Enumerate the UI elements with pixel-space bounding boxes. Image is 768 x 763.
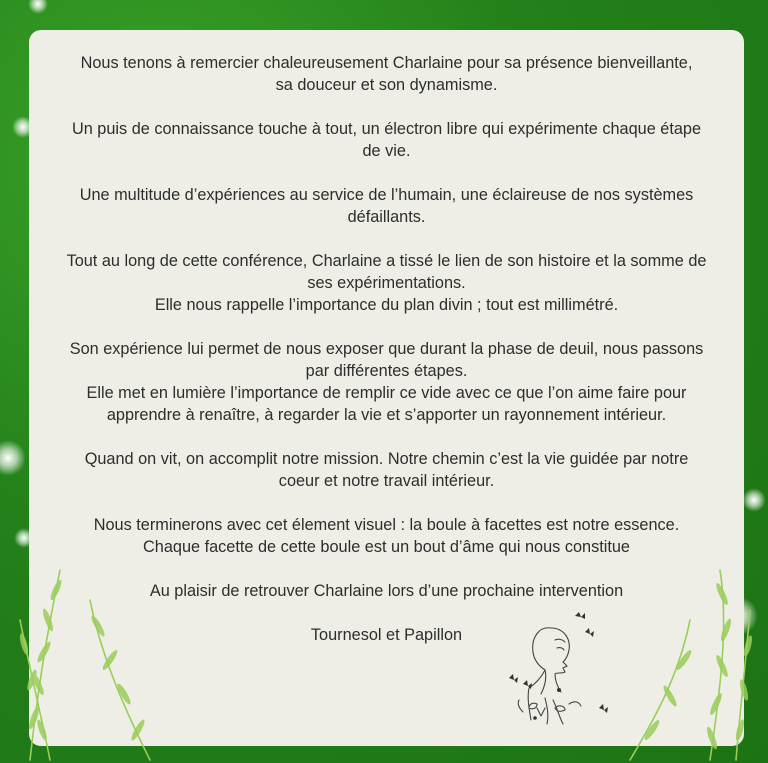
- text-line: Tout au long de cette conférence, Charlaine a tissé le lien de son histoire et la somme de: [66, 252, 707, 270]
- signature-text: Tournesol et Papillon: [310, 626, 463, 644]
- paragraph: [29, 338, 744, 426]
- text-line: défaillants.: [347, 208, 426, 226]
- text-line: Elle met en lumière l’importance de remplir ce vide avec ce que l’on aime faire pour: [86, 384, 687, 402]
- paragraph: [29, 250, 744, 316]
- text-line: de vie.: [362, 142, 411, 160]
- paragraph: [29, 184, 744, 228]
- willow-branch-icon: [0, 560, 190, 763]
- text-line: apprendre à renaître, à regarder la vie et s’apporter un rayonnement intérieur.: [106, 406, 667, 424]
- text-line: Elle nous rappelle l’importance du plan divin ; tout est millimétré.: [154, 296, 619, 314]
- text-line: Son expérience lui permet de nous exposer que durant la phase de deuil, nous passons: [69, 340, 704, 358]
- text-line: coeur et notre travail intérieur.: [278, 472, 495, 490]
- text-line: Un puis de connaissance touche à tout, un électron libre qui expérimente chaque étape: [71, 120, 702, 138]
- text-line: ses expérimentations.: [307, 274, 466, 292]
- text-line: Nous tenons à remercier chaleureusement Charlaine pour sa présence bienveillante,: [80, 54, 693, 72]
- paragraph: [29, 514, 744, 558]
- paragraph: [29, 448, 744, 492]
- willow-branch-icon: [600, 560, 768, 763]
- text-line: Chaque facette de cette boule est un bout d’âme qui nous constitue: [143, 538, 630, 556]
- sparkle-decoration: [0, 440, 26, 476]
- text-line: Quand on vit, on accomplit notre mission. Notre chemin c’est la vie guidée par notre: [84, 450, 689, 468]
- sparkle-decoration: [742, 488, 766, 512]
- sparkle-decoration: [28, 0, 48, 14]
- paragraph: [29, 118, 744, 162]
- paragraph: [29, 52, 744, 96]
- text-line: par différentes étapes.: [305, 362, 468, 380]
- text-line: Une multitude d’expériences au service de l’humain, une éclaireuse de nos systèmes: [79, 186, 694, 204]
- text-line: Nous terminerons avec cet élement visuel : la boule à facettes est notre essence.: [93, 516, 680, 534]
- text-line: Au plaisir de retrouver Charlaine lors d’une prochaine intervention: [149, 582, 624, 600]
- text-line: sa douceur et son dynamisme.: [275, 76, 498, 94]
